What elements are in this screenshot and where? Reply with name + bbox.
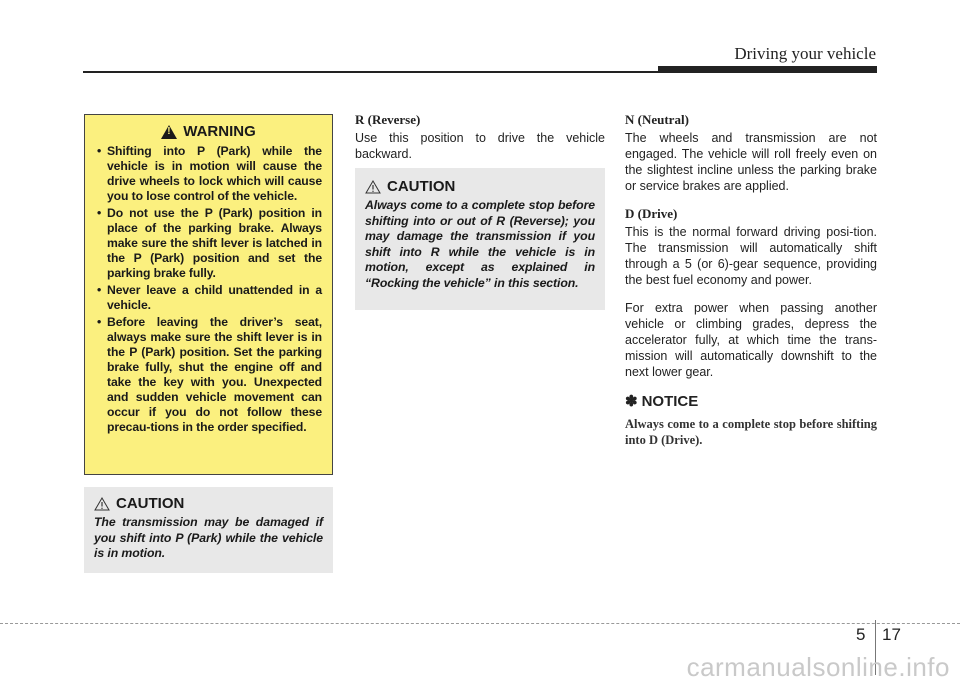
notice-heading <box>625 394 877 410</box>
caution-heading-text: CAUTION <box>387 178 456 195</box>
caution-text: The transmission may be damaged if you shift into P (Park) while the vehicle is in motion. <box>94 515 323 560</box>
warning-heading-text: WARNING <box>183 123 256 140</box>
caution-heading <box>365 178 595 195</box>
warning-item: • Shifting into P (Park) while the vehicle is in motion will cause the drive wheels to lock which will cause you to lose control of the vehicle. <box>95 144 322 204</box>
warning-item: • Do not use the P (Park) position in place of the parking brake. Always make sure the shift lever is latched in the P (Park) position and set the parking brake fully. <box>95 206 322 281</box>
warning-item: • Never leave a child unattended in a vehicle. <box>95 283 322 313</box>
header-rule <box>83 71 703 73</box>
caution-triangle-icon <box>365 180 381 194</box>
notice-text: Always come to a complete stop before shifting into D (Drive). <box>625 417 877 447</box>
footer-rule <box>0 623 960 624</box>
caution-heading <box>94 495 323 512</box>
drive-heading: D (Drive) <box>625 206 678 221</box>
header-rule-bold <box>658 66 877 73</box>
right-column <box>625 112 877 448</box>
reverse-text: Use this position to drive the vehicle backward. <box>355 131 605 161</box>
notice-heading-text: NOTICE <box>641 393 699 410</box>
reverse-section <box>355 112 605 162</box>
neutral-text: The wheels and transmission are not engaged. The vehicle will roll freely even on the slightest incline unless the parking brake or service brakes are applied. <box>625 131 877 193</box>
notice-star-icon: ✽ <box>625 393 638 410</box>
drive-text: This is the normal forward driving posi-tion. The transmission will automatically shift through a 5 (or 6)-gear sequence, providing the best fuel economy and power. <box>625 225 877 287</box>
page-number: 17 <box>882 625 901 644</box>
watermark: carmanualsonline.info <box>686 652 950 682</box>
reverse-heading: R (Reverse) <box>355 112 421 127</box>
caution-triangle-icon <box>94 497 110 511</box>
warning-box <box>84 114 333 475</box>
warning-item: • Before leaving the driver’s seat, always make sure the shift lever is in the P (Park) position. Set the parking brake fully, shut the engine off and take the key with you. Unexpected and sudden vehicle movement can occur if you do not follow these precau-tions in the order specified. <box>95 315 322 435</box>
caution-box-middle <box>355 168 605 310</box>
caution-box-left <box>84 487 333 573</box>
warning-heading <box>95 123 322 140</box>
caution-text: Always come to a complete stop before shifting into or out of R (Reverse); you may damage the transmission if you shift into R while the vehicle is in motion, except as explained in “Rocking the vehicle” in this section. <box>365 198 595 290</box>
section-number: 5 <box>856 625 866 644</box>
section-header-title: Driving your vehicle <box>734 44 876 63</box>
warning-list <box>95 144 322 435</box>
caution-heading-text: CAUTION <box>116 495 185 512</box>
warning-triangle-icon <box>161 125 177 139</box>
drive-text-2: For extra power when passing another vehicle or climbing grades, depress the accelerator fully, at which time the trans-mission will automatically downshift to the next lower gear. <box>625 301 877 379</box>
neutral-heading: N (Neutral) <box>625 112 689 127</box>
